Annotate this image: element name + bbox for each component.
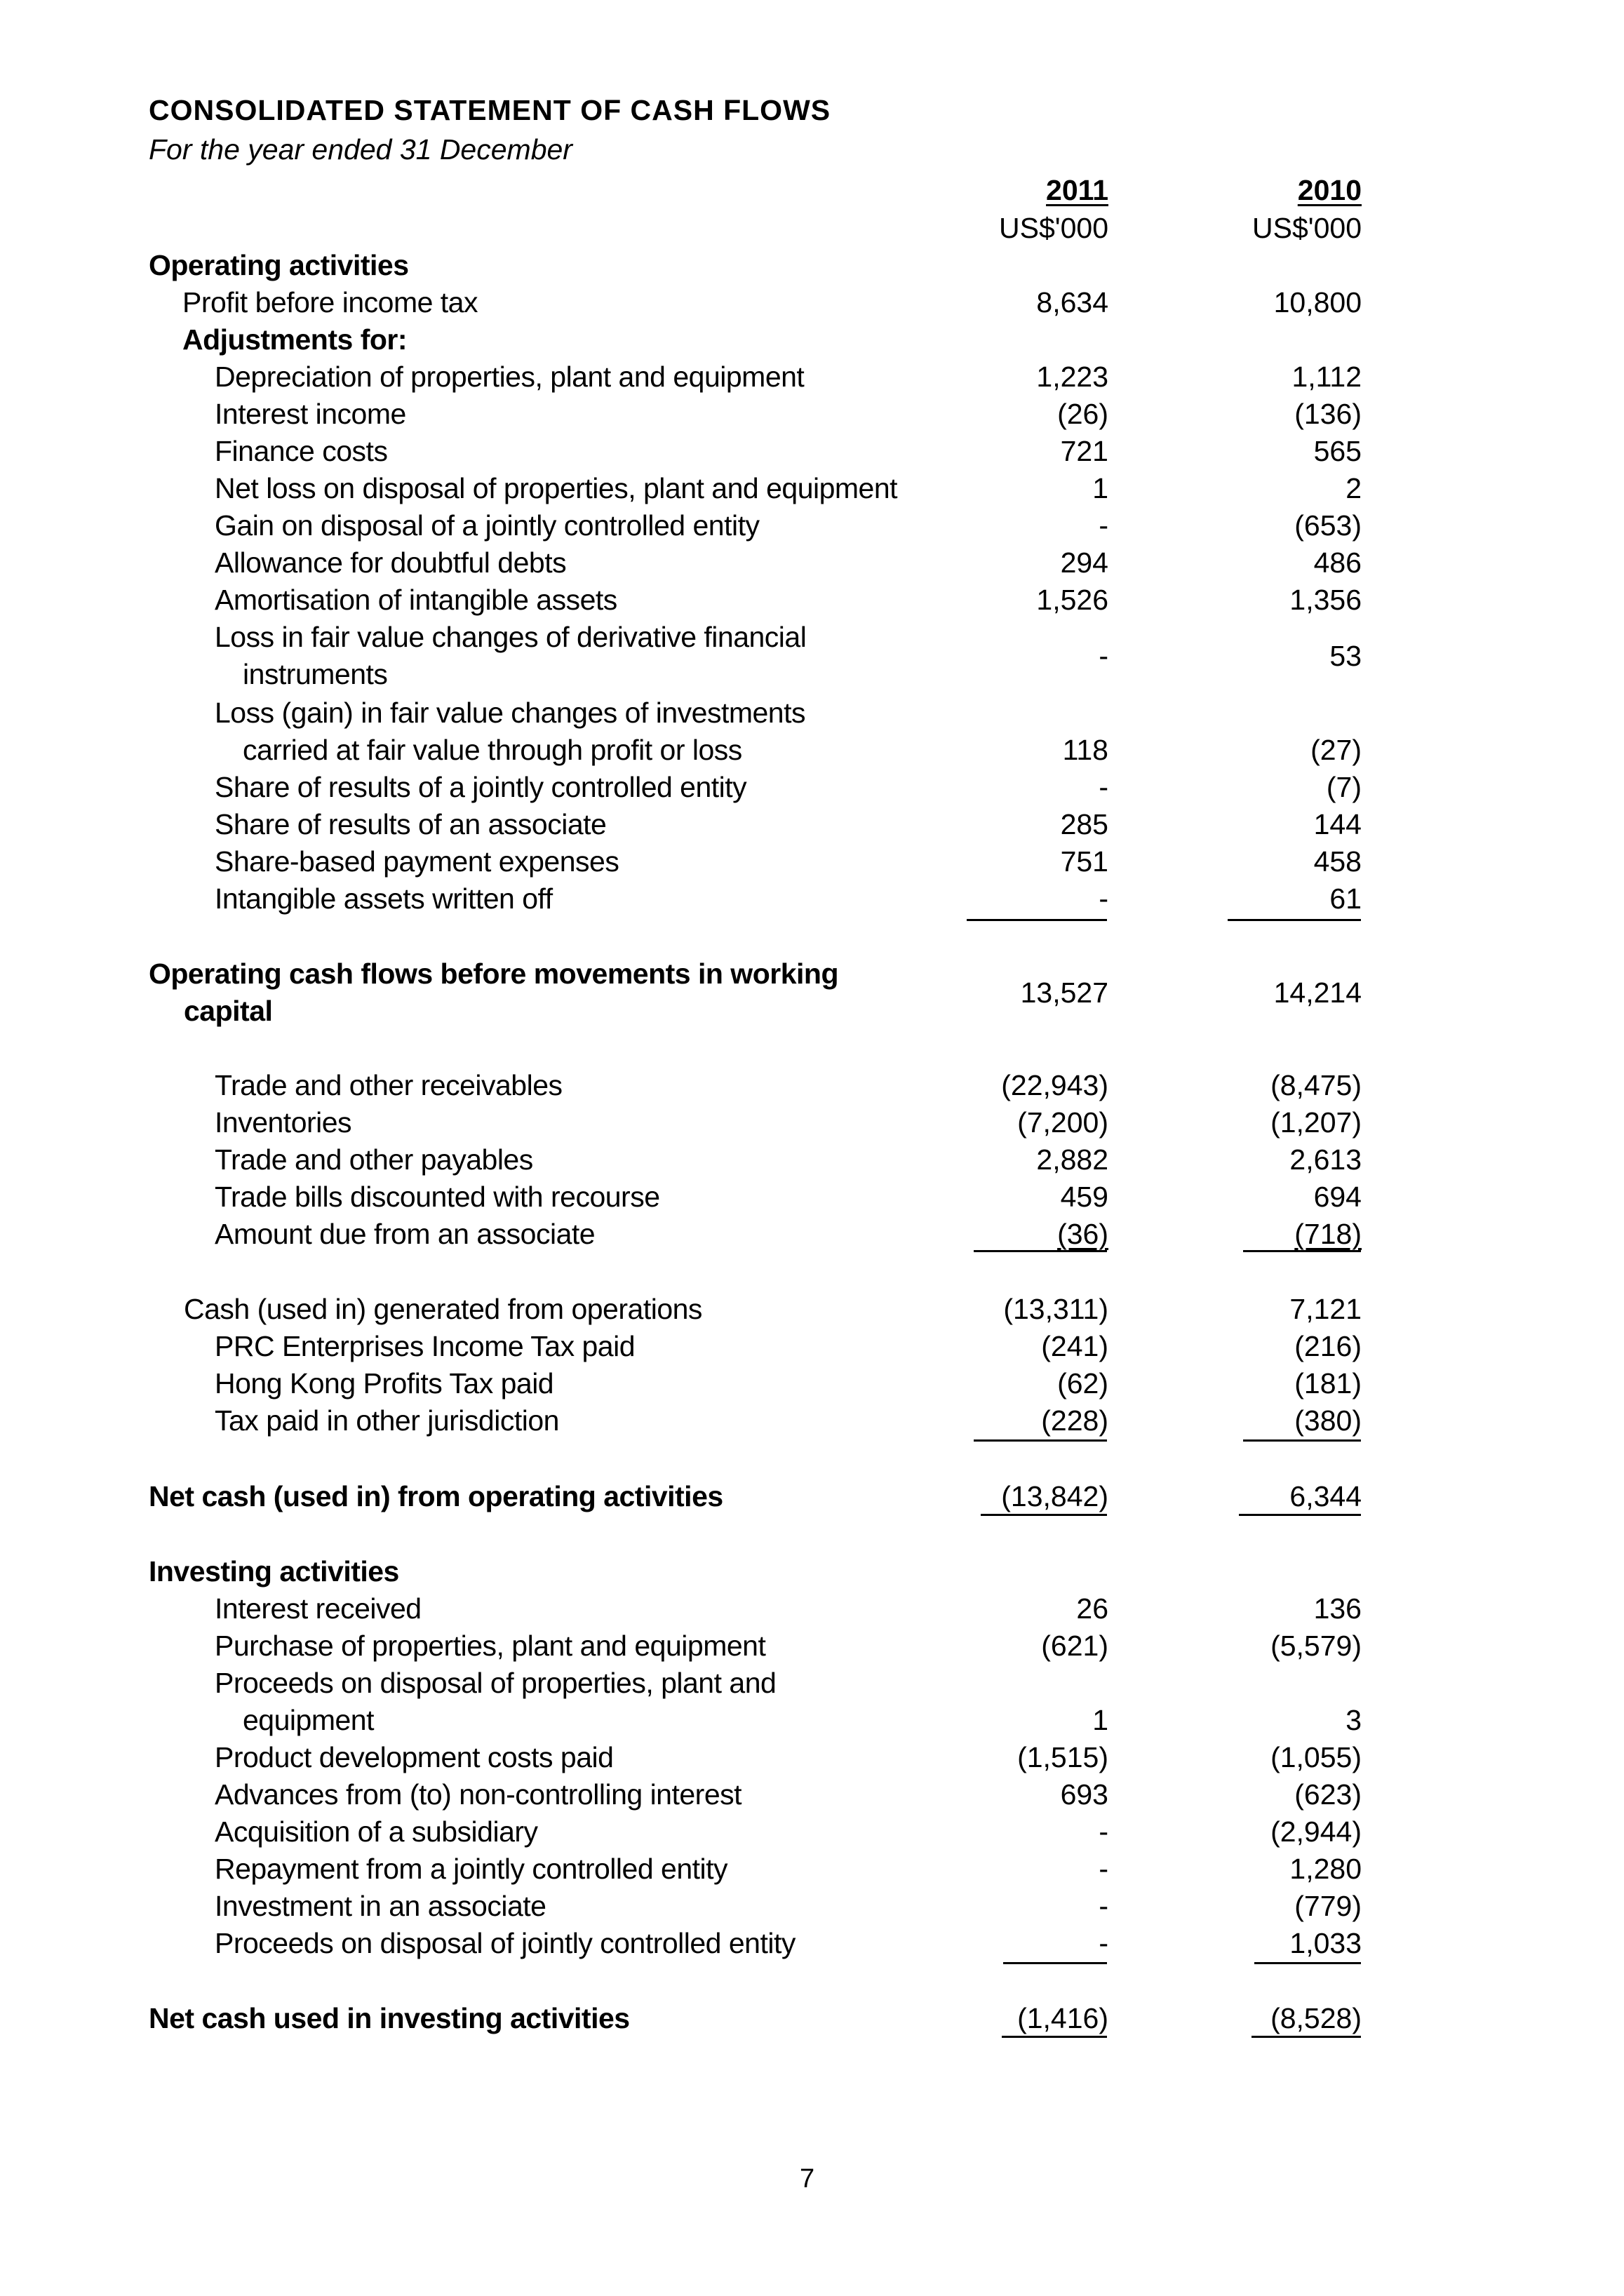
table-row [0, 1141, 1624, 1178]
table-row [0, 769, 1624, 805]
value-2011: 118 [1062, 734, 1108, 766]
row-label: Hong Kong Profits Tax paid [215, 1367, 554, 1399]
table-row [0, 396, 1624, 432]
row-label: Net cash used in investing activities [149, 2002, 630, 2034]
value-2010: 3 [1345, 1704, 1362, 1736]
subtotal-rule-2010 [1243, 1250, 1361, 1252]
value-2011: 26 [1076, 1592, 1108, 1625]
value-2010: 6,344 [1289, 1480, 1362, 1512]
subtotal-rule-2011 [974, 1250, 1107, 1252]
value-2010: 144 [1313, 808, 1362, 840]
value-2010: 565 [1313, 435, 1362, 467]
value-2010: (181) [1294, 1367, 1362, 1399]
value-2010: 1,033 [1289, 1927, 1362, 1959]
subtotal-rule-2010 [1243, 1439, 1361, 1442]
table-row [0, 470, 1624, 506]
value-2011: - [1099, 1927, 1108, 1959]
value-2011: - [1099, 1890, 1108, 1922]
row-label: Proceeds on disposal of properties, plant and [215, 1667, 777, 1699]
row-label: Share of results of an associate [215, 808, 607, 840]
value-2011: - [1099, 1815, 1108, 1848]
row-label: Amount due from an associate [215, 1218, 596, 1250]
value-2011: (13,842) [1001, 1480, 1108, 1512]
table-row [0, 1739, 1624, 1775]
row-label: Allowance for doubtful debts [215, 546, 567, 579]
table-row [0, 1216, 1624, 1252]
row-label: Operating activities [149, 249, 409, 281]
value-2010: (2,944) [1270, 1815, 1362, 1848]
subtotal-rule-2011 [1003, 1962, 1107, 1964]
table-row [0, 1851, 1624, 1887]
table-row [0, 1590, 1624, 1627]
value-2011: - [1099, 882, 1108, 915]
value-2011: 1,223 [1036, 361, 1108, 393]
row-label: Trade and other payables [215, 1143, 533, 1176]
total-row-investing [0, 2000, 1624, 2036]
value-2010: (27) [1310, 734, 1362, 766]
page-number: 7 [800, 2164, 815, 2194]
value-2011: (7,200) [1017, 1106, 1108, 1139]
total-rule-2010 [1251, 2036, 1361, 2038]
value-2011: - [1099, 1853, 1108, 1885]
row-label: Intangible assets written off [215, 882, 553, 915]
table-row [0, 1888, 1624, 1924]
row-label: Net loss on disposal of properties, plant and equipment [215, 472, 898, 504]
row-label: PRC Enterprises Income Tax paid [215, 1330, 636, 1362]
row-label: Trade bills discounted with recourse [215, 1181, 660, 1213]
value-2010: (7) [1326, 771, 1362, 803]
row-label: Trade and other receivables [215, 1069, 563, 1101]
table-row [0, 284, 1624, 321]
value-2011: - [1099, 640, 1108, 672]
row-label: Operating cash flows before movements in working [149, 958, 838, 990]
subtotal-rule-2011 [967, 919, 1107, 921]
table-row [0, 1925, 1624, 1961]
value-2011: (1,416) [1017, 2002, 1108, 2034]
row-label: instruments [243, 658, 388, 690]
row-label: carried at fair value through profit or loss [243, 734, 742, 766]
value-2011: 459 [1060, 1181, 1108, 1213]
row-label: Acquisition of a subsidiary [215, 1815, 538, 1848]
value-2011: - [1099, 771, 1108, 803]
row-label: Cash (used in) generated from operations [184, 1293, 702, 1325]
table-row [0, 1067, 1624, 1103]
subtotal-row [0, 976, 1624, 1029]
table-row [0, 1665, 1624, 1701]
table-row [0, 1179, 1624, 1215]
row-label: Repayment from a jointly controlled entity [215, 1853, 728, 1885]
value-2010: (8,475) [1270, 1069, 1362, 1101]
table-row [0, 507, 1624, 544]
subtotal-row [0, 1291, 1624, 1327]
column-unit-2010: US$'000 [1252, 212, 1362, 244]
value-2011: (62) [1057, 1367, 1108, 1399]
value-2011: 8,634 [1036, 286, 1108, 318]
row-label: equipment [243, 1704, 374, 1736]
row-label: Inventories [215, 1106, 352, 1139]
value-2011: 1,526 [1036, 584, 1108, 616]
value-2010: 7,121 [1289, 1293, 1362, 1325]
row-label: Finance costs [215, 435, 388, 467]
table-row [0, 640, 1624, 692]
table-row [0, 1776, 1624, 1813]
value-2011: (36) [1057, 1218, 1108, 1250]
value-2010: 1,280 [1289, 1853, 1362, 1885]
table-row [0, 1365, 1624, 1402]
value-2010: 694 [1313, 1181, 1362, 1213]
table-row [0, 544, 1624, 581]
value-2011: - [1099, 509, 1108, 542]
value-2010: 61 [1329, 882, 1362, 915]
row-label: Net cash (used in) from operating activities [149, 1480, 723, 1512]
total-rule-2010 [1239, 1514, 1361, 1516]
row-label: Loss (gain) in fair value changes of investments [215, 697, 806, 729]
row-label: Share-based payment expenses [215, 845, 619, 878]
table-row [0, 843, 1624, 880]
value-2011: (1,515) [1017, 1741, 1108, 1773]
table-row [0, 1402, 1624, 1439]
value-2011: (26) [1057, 398, 1108, 430]
total-row-operating [0, 1478, 1624, 1515]
subtotal-rule-2010 [1228, 919, 1361, 921]
value-2010: (5,579) [1270, 1630, 1362, 1662]
row-label: Proceeds on disposal of jointly controlled entity [215, 1927, 796, 1959]
value-2010: 14,214 [1273, 976, 1362, 1009]
column-unit-2011: US$'000 [999, 212, 1108, 244]
value-2010: (779) [1294, 1890, 1362, 1922]
row-label: Adjustments for: [182, 323, 407, 356]
subtotal-row [0, 955, 1624, 992]
value-2010: (8,528) [1270, 2002, 1362, 2034]
table-row [0, 582, 1624, 618]
value-2010: 458 [1313, 845, 1362, 878]
row-label: Interest received [215, 1592, 422, 1625]
value-2011: 721 [1060, 435, 1108, 467]
subsection-heading-adjustments [0, 321, 1624, 358]
value-2010: (216) [1294, 1330, 1362, 1362]
value-2010: (1,207) [1270, 1106, 1362, 1139]
row-label: Advances from (to) non-controlling interest [215, 1778, 742, 1811]
table-row [0, 358, 1624, 395]
value-2011: (621) [1041, 1630, 1108, 1662]
row-label: Interest income [215, 398, 406, 430]
subtotal-rule-2011 [974, 1439, 1107, 1442]
value-2010: (380) [1294, 1404, 1362, 1437]
row-label: capital [184, 995, 273, 1027]
row-label: Tax paid in other jurisdiction [215, 1404, 559, 1437]
value-2011: 2,882 [1036, 1143, 1108, 1176]
value-2010: (1,055) [1270, 1741, 1362, 1773]
value-2010: 136 [1313, 1592, 1362, 1625]
value-2010: 486 [1313, 546, 1362, 579]
row-label: Gain on disposal of a jointly controlled entity [215, 509, 760, 542]
table-row [0, 1328, 1624, 1364]
value-2010: 2 [1345, 472, 1362, 504]
row-label: Product development costs paid [215, 1741, 614, 1773]
row-label: Profit before income tax [182, 286, 478, 318]
value-2011: (241) [1041, 1330, 1108, 1362]
value-2011: (22,943) [1001, 1069, 1108, 1101]
value-2010: 10,800 [1273, 286, 1362, 318]
table-row [0, 619, 1624, 655]
row-label: Investing activities [149, 1555, 399, 1587]
value-2010: (136) [1294, 398, 1362, 430]
table-row [0, 1104, 1624, 1141]
value-2011: 693 [1060, 1778, 1108, 1811]
column-year-2010: 2010 [1297, 174, 1362, 206]
value-2011: 13,527 [1020, 976, 1108, 1009]
row-label: Depreciation of properties, plant and equipment [215, 361, 805, 393]
statement-title: CONSOLIDATED STATEMENT OF CASH FLOWS [149, 94, 831, 126]
row-label: Investment in an associate [215, 1890, 546, 1922]
row-label: Amortisation of intangible assets [215, 584, 617, 616]
statement-subtitle: For the year ended 31 December [149, 133, 572, 166]
value-2011: 1 [1092, 472, 1108, 504]
table-row [0, 806, 1624, 842]
row-label: Purchase of properties, plant and equipment [215, 1630, 766, 1662]
value-2010: 53 [1329, 640, 1362, 672]
value-2011: 751 [1060, 845, 1108, 878]
column-year-2011: 2011 [1046, 174, 1108, 206]
value-2011: (228) [1041, 1404, 1108, 1437]
value-2010: 2,613 [1289, 1143, 1362, 1176]
section-heading-operating [0, 247, 1624, 283]
value-2010: 1,112 [1291, 361, 1362, 393]
value-2011: 285 [1060, 808, 1108, 840]
subtotal-rule-2010 [1254, 1962, 1361, 1964]
table-row [0, 732, 1624, 768]
table-row [0, 1627, 1624, 1664]
value-2010: 1,356 [1289, 584, 1362, 616]
table-row [0, 433, 1624, 469]
value-2011: (13,311) [1003, 1293, 1108, 1325]
table-row [0, 880, 1624, 917]
value-2010: (623) [1294, 1778, 1362, 1811]
total-rule-2011 [1002, 2036, 1107, 2038]
value-2010: (653) [1294, 509, 1362, 542]
value-2011: 294 [1060, 546, 1108, 579]
value-2010: (718) [1294, 1218, 1362, 1250]
total-rule-2011 [981, 1514, 1107, 1516]
table-row [0, 1813, 1624, 1850]
table-row [0, 1702, 1624, 1738]
value-2011: 1 [1092, 1704, 1108, 1736]
table-row [0, 694, 1624, 731]
section-heading-investing [0, 1553, 1624, 1590]
row-label: Loss in fair value changes of derivative financial [215, 621, 807, 653]
row-label: Share of results of a jointly controlled entity [215, 771, 747, 803]
